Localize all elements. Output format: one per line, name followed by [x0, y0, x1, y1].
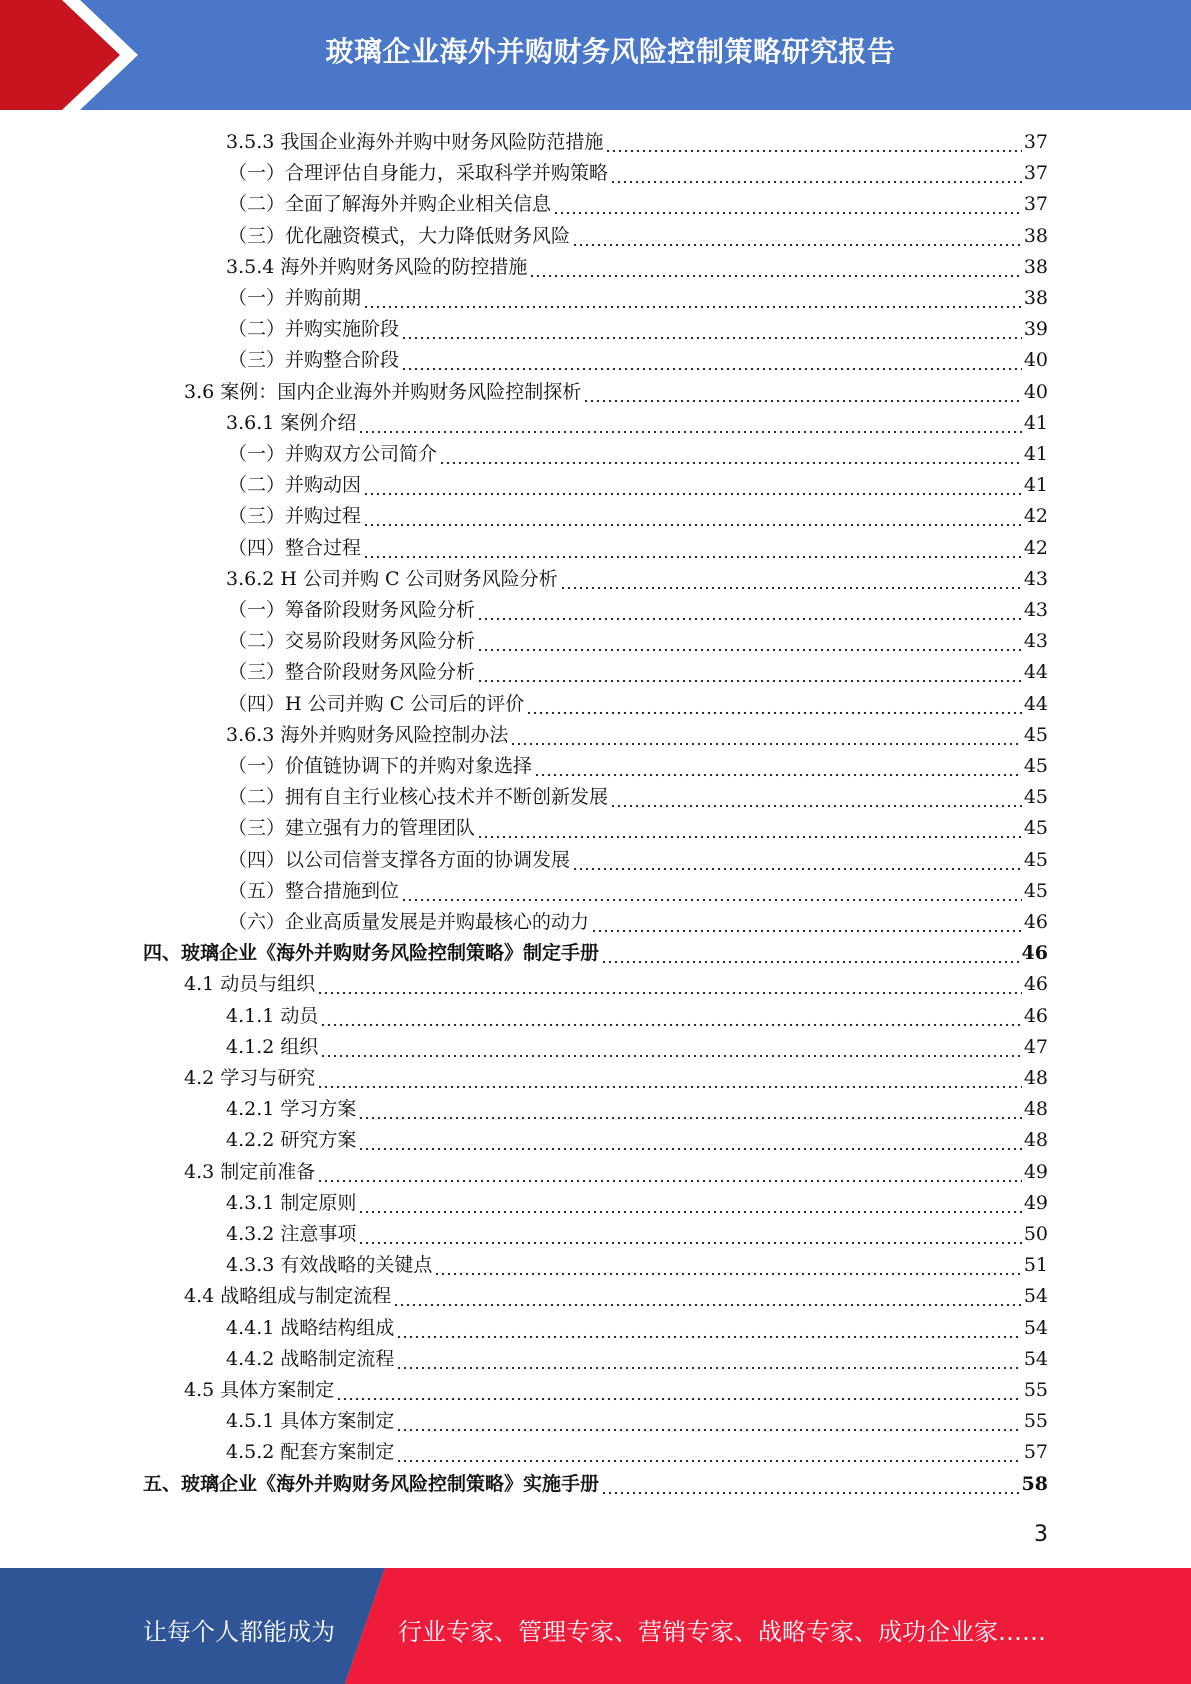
- toc-entry[interactable]: [228, 845, 1048, 876]
- toc-entry[interactable]: [228, 876, 1048, 907]
- toc-entry[interactable]: [226, 1344, 1048, 1375]
- toc-entry-title: 3.6 案例：国内企业海外并购财务风险控制探析: [184, 380, 582, 403]
- toc-entry-title: 4.1.2 组织: [226, 1035, 319, 1058]
- toc-entry[interactable]: [226, 1125, 1048, 1156]
- toc-leader-dots: [358, 1219, 1021, 1250]
- toc-entry-page: 45: [1023, 817, 1048, 840]
- toc-leader-dots: [572, 221, 1022, 252]
- toc-entry-title: 3.6.1 案例介绍: [226, 411, 357, 434]
- toc-leader-dots: [358, 1125, 1021, 1156]
- toc-entry-page: 38: [1023, 287, 1048, 309]
- toc-entry-page: 55: [1023, 1379, 1048, 1401]
- toc-entry[interactable]: [228, 345, 1048, 376]
- toc-entry[interactable]: [228, 314, 1048, 345]
- toc-leader-dots: [434, 1250, 1021, 1281]
- toc-entry-page: 45: [1023, 786, 1048, 809]
- toc-entry-title: （二）并购实施阶段: [228, 318, 400, 341]
- toc-leader-dots: [401, 876, 1022, 907]
- toc-leader-dots: [363, 501, 1022, 532]
- toc-entry-page: 42: [1023, 505, 1048, 528]
- toc-entry-page: 45: [1023, 848, 1048, 871]
- toc-leader-dots: [396, 1344, 1021, 1375]
- toc-entry-title: 4.3.1 制定原则: [226, 1191, 357, 1214]
- toc-leader-dots: [363, 470, 1022, 501]
- toc-leader-dots: [610, 782, 1022, 813]
- toc-entry[interactable]: [226, 564, 1048, 595]
- toc-leader-dots: [477, 657, 1022, 688]
- toc-entry-page: 40: [1023, 349, 1048, 372]
- toc-entry[interactable]: [228, 689, 1048, 720]
- toc-entry-title: 3.6.3 海外并购财务风险控制办法: [226, 723, 509, 746]
- toc-leader-dots: [320, 1001, 1021, 1032]
- toc-entry[interactable]: [226, 252, 1048, 283]
- toc-leader-dots: [591, 907, 1022, 938]
- toc-entry-title: 3.6.2 H 公司并购 C 公司财务风险分析: [226, 567, 558, 590]
- toc-entry[interactable]: [228, 158, 1048, 189]
- toc-entry[interactable]: [228, 283, 1048, 314]
- page-header: [0, 0, 1191, 110]
- toc-entry-title: （一）并购双方公司简介: [228, 443, 438, 465]
- toc-leader-dots: [510, 720, 1021, 751]
- toc-entry[interactable]: [226, 1219, 1048, 1250]
- toc-entry-title: 4.2.1 学习方案: [226, 1098, 357, 1121]
- report-title: 玻璃企业海外并购财务风险控制策略研究报告: [325, 35, 896, 68]
- toc-leader-dots: [317, 969, 1022, 1000]
- toc-entry-title: 4.5.1 具体方案制定: [226, 1410, 395, 1433]
- toc-entry-page: 43: [1023, 599, 1048, 621]
- toc-entry-page: 54: [1023, 1347, 1048, 1370]
- toc-entry[interactable]: [143, 938, 1048, 969]
- toc-entry-title: 4.2 学习与研究: [184, 1067, 316, 1089]
- toc-leader-dots: [396, 1313, 1021, 1344]
- toc-entry-title: （四）以公司信誉支撑各方面的协调发展: [228, 848, 571, 871]
- toc-leader-dots: [529, 252, 1021, 283]
- toc-entry-page: 58: [1021, 1472, 1048, 1495]
- toc-leader-dots: [560, 564, 1022, 595]
- toc-entry-page: 48: [1023, 1067, 1048, 1089]
- toc-entry[interactable]: [228, 782, 1048, 813]
- toc-entry-page: 42: [1023, 536, 1048, 559]
- footer-slogan-left: 让每个人都能成为: [143, 1618, 335, 1646]
- page-number: 3: [1034, 1522, 1048, 1547]
- toc-leader-dots: [439, 439, 1022, 470]
- toc-entry[interactable]: [226, 1094, 1048, 1125]
- toc-leader-dots: [396, 1437, 1021, 1468]
- toc-entry-title: 4.3.3 有效战略的关键点: [226, 1254, 433, 1277]
- toc-entry[interactable]: [226, 1032, 1048, 1063]
- toc-leader-dots: [363, 533, 1022, 564]
- toc-entry-title: （三）并购过程: [228, 505, 362, 528]
- toc-leader-dots: [317, 1063, 1022, 1094]
- toc-entry-title: （一）筹备阶段财务风险分析: [228, 599, 476, 621]
- toc-entry-page: 38: [1023, 224, 1048, 247]
- footer-slogan-right: 行业专家、管理专家、营销专家、战略专家、成功企业家……: [398, 1618, 1046, 1646]
- toc-leader-dots: [572, 845, 1022, 876]
- toc-entry-title: （三）并购整合阶段: [228, 349, 400, 372]
- toc-entry[interactable]: [228, 533, 1048, 564]
- toc-entry-page: 43: [1023, 567, 1048, 590]
- toc-entry-page: 44: [1023, 692, 1048, 715]
- toc-entry-page: 38: [1023, 255, 1048, 278]
- toc-entry-title: 五、玻璃企业《海外并购财务风险控制策略》实施手册: [143, 1472, 600, 1495]
- toc-entry-title: （六）企业高质量发展是并购最核心的动力: [228, 911, 590, 933]
- toc-entry[interactable]: [226, 1188, 1048, 1219]
- toc-entry-page: 37: [1023, 162, 1048, 185]
- toc-leader-dots: [396, 1406, 1021, 1437]
- toc-leader-dots: [358, 1094, 1021, 1125]
- toc-entry[interactable]: [184, 1157, 1048, 1188]
- toc-entry-page: 54: [1023, 1316, 1048, 1339]
- toc-entry[interactable]: [228, 751, 1048, 782]
- toc-leader-dots: [601, 938, 1020, 969]
- toc-entry-title: 3.5.3 我国企业海外并购中财务风险防范措施: [226, 131, 604, 153]
- toc-leader-dots: [605, 127, 1021, 158]
- toc-entry[interactable]: [228, 813, 1048, 844]
- toc-entry-title: （一）合理评估自身能力，采取科学并购策略: [228, 162, 609, 185]
- toc-entry-page: 41: [1023, 443, 1048, 465]
- toc-entry-page: 49: [1023, 1160, 1048, 1183]
- toc-entry[interactable]: [226, 1313, 1048, 1344]
- toc-entry-title: （三）建立强有力的管理团队: [228, 817, 476, 840]
- toc-leader-dots: [601, 1469, 1020, 1500]
- toc-entry-title: （二）全面了解海外并购企业相关信息: [228, 193, 552, 216]
- toc-entry[interactable]: [226, 1437, 1048, 1468]
- toc-entry[interactable]: [228, 470, 1048, 501]
- toc-entry-page: 45: [1023, 723, 1048, 746]
- toc-entry-page: 37: [1023, 193, 1048, 216]
- toc-entry-title: 4.5.2 配套方案制定: [226, 1441, 395, 1464]
- toc-entry[interactable]: [228, 501, 1048, 532]
- toc-entry-title: （四）H 公司并购 C 公司后的评价: [228, 692, 525, 715]
- toc-leader-dots: [358, 408, 1021, 439]
- toc-entry-title: （二）拥有自主行业核心技术并不断创新发展: [228, 786, 609, 809]
- toc-entry-page: 49: [1023, 1191, 1048, 1214]
- toc-entry[interactable]: [184, 377, 1048, 408]
- toc-entry-page: 43: [1023, 630, 1048, 653]
- toc-entry-page: 57: [1023, 1441, 1048, 1464]
- toc-entry-title: （二）交易阶段财务风险分析: [228, 630, 476, 653]
- toc-entry[interactable]: [184, 969, 1048, 1000]
- toc-entry-title: 4.4.1 战略结构组成: [226, 1316, 395, 1339]
- toc-entry[interactable]: [184, 1375, 1048, 1406]
- toc-entry[interactable]: [184, 1063, 1048, 1094]
- toc-entry-page: 44: [1023, 661, 1048, 684]
- toc-entry[interactable]: [226, 127, 1048, 158]
- toc-entry-page: 48: [1023, 1098, 1048, 1121]
- toc-entry-title: （三）整合阶段财务风险分析: [228, 661, 476, 684]
- toc-leader-dots: [534, 751, 1022, 782]
- toc-entry-page: 39: [1023, 318, 1048, 341]
- toc-entry-title: 4.4.2 战略制定流程: [226, 1347, 395, 1370]
- toc-entry-page: 45: [1023, 755, 1048, 777]
- toc-entry[interactable]: [228, 595, 1048, 626]
- toc-entry[interactable]: [228, 189, 1048, 220]
- toc-entry-title: 4.1 动员与组织: [184, 973, 316, 996]
- toc-entry[interactable]: [228, 439, 1048, 470]
- toc-leader-dots: [583, 377, 1022, 408]
- toc-leader-dots: [477, 813, 1022, 844]
- toc-entry-page: 46: [1023, 911, 1048, 933]
- toc-leader-dots: [477, 595, 1022, 626]
- toc-entry-page: 55: [1023, 1410, 1048, 1433]
- toc-entry-page: 40: [1023, 380, 1048, 403]
- toc-leader-dots: [477, 626, 1022, 657]
- toc-entry-page: 46: [1023, 973, 1048, 996]
- toc-leader-dots: [401, 345, 1022, 376]
- toc-entry[interactable]: [226, 720, 1048, 751]
- toc-entry-title: （三）优化融资模式，大力降低财务风险: [228, 224, 571, 247]
- toc-entry-title: （五）整合措施到位: [228, 879, 400, 902]
- toc-entry-title: 3.5.4 海外并购财务风险的防控措施: [226, 255, 528, 278]
- toc-entry-title: 4.1.1 动员: [226, 1004, 319, 1027]
- toc-entry-title: 4.3 制定前准备: [184, 1160, 316, 1183]
- toc-leader-dots: [610, 158, 1022, 189]
- toc-leader-dots: [336, 1375, 1022, 1406]
- toc-entry[interactable]: [226, 408, 1048, 439]
- toc-entry-page: 45: [1023, 879, 1048, 902]
- toc-entry-title: （一）并购前期: [228, 287, 362, 309]
- toc-leader-dots: [393, 1281, 1022, 1312]
- toc-entry-page: 41: [1023, 411, 1048, 434]
- toc-entry-page: 54: [1023, 1285, 1048, 1308]
- toc-entry-page: 48: [1023, 1129, 1048, 1152]
- toc-leader-dots: [317, 1157, 1022, 1188]
- toc-entry[interactable]: [184, 1281, 1048, 1312]
- toc-entry[interactable]: [228, 626, 1048, 657]
- toc-entry-page: 51: [1023, 1254, 1048, 1277]
- toc-entry-title: 4.4 战略组成与制定流程: [184, 1285, 392, 1308]
- toc-entry-title: 4.3.2 注意事项: [226, 1223, 357, 1245]
- toc-leader-dots: [401, 314, 1022, 345]
- toc-entry-title: （二）并购动因: [228, 474, 362, 497]
- toc-entry-title: （四）整合过程: [228, 536, 362, 559]
- toc-leader-dots: [320, 1032, 1021, 1063]
- toc-entry-title: 四、玻璃企业《海外并购财务风险控制策略》制定手册: [143, 942, 600, 965]
- toc-entry-page: 47: [1023, 1035, 1048, 1058]
- toc-leader-dots: [358, 1188, 1021, 1219]
- toc-leader-dots: [526, 689, 1022, 720]
- toc-entry-page: 41: [1023, 474, 1048, 497]
- toc-entry-page: 37: [1023, 131, 1048, 153]
- toc-entry-page: 46: [1021, 942, 1048, 965]
- toc-entry-page: 50: [1023, 1223, 1048, 1245]
- toc-entry-page: 46: [1023, 1004, 1048, 1027]
- toc-entry[interactable]: [226, 1001, 1048, 1032]
- toc-entry-title: （一）价值链协调下的并购对象选择: [228, 755, 533, 777]
- toc-leader-dots: [553, 189, 1022, 220]
- toc-entry-title: 4.2.2 研究方案: [226, 1129, 357, 1152]
- toc-leader-dots: [363, 283, 1022, 314]
- toc-entry[interactable]: [226, 1406, 1048, 1437]
- toc-entry[interactable]: [228, 657, 1048, 688]
- toc-entry-title: 4.5 具体方案制定: [184, 1379, 335, 1401]
- toc-entry[interactable]: [226, 1250, 1048, 1281]
- toc-entry[interactable]: [143, 1469, 1048, 1500]
- toc-entry[interactable]: [228, 221, 1048, 252]
- toc-entry[interactable]: [228, 907, 1048, 938]
